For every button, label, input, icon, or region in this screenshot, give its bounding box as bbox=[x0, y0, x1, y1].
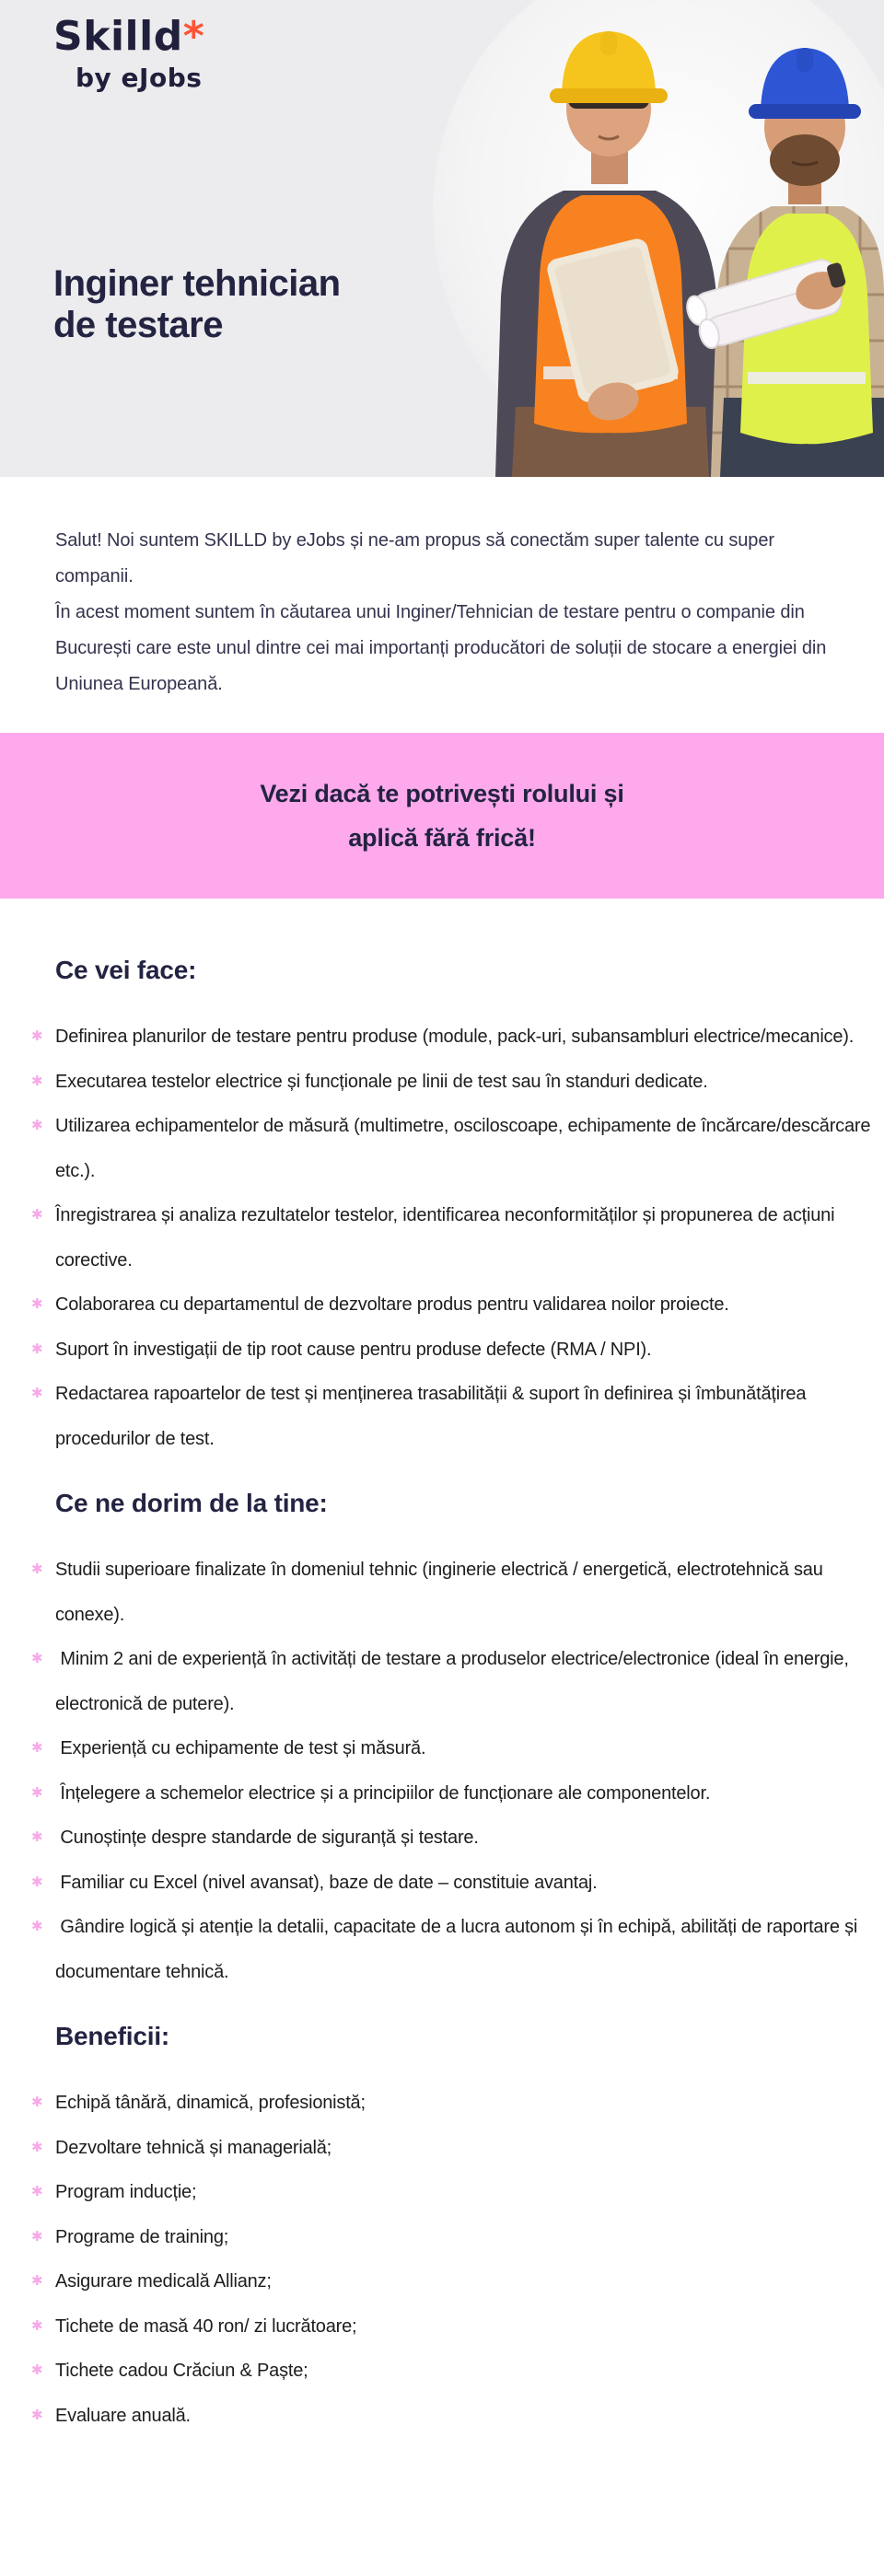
asterisk-bullet-icon: ✱ bbox=[31, 1651, 43, 1666]
header bbox=[0, 0, 884, 477]
list-item-text: Definirea planurilor de testare pentru produse (module, pack-uri, subansambluri electrice/mecanice). bbox=[55, 1027, 855, 1047]
list-item bbox=[31, 2394, 875, 2439]
list-item-text: Tichete de masă 40 ron/ zi lucrătoare; bbox=[55, 2315, 357, 2337]
list-item bbox=[31, 2081, 875, 2126]
list-item-text: Familiar cu Excel (nivel avansat), baze de date – constituie avantaj. bbox=[55, 1872, 598, 1893]
list-item-text: Minim 2 ani de experiență în activități de testare a produselor electrice/electronice (ideal în energie, electronică de putere). bbox=[55, 1649, 855, 1714]
asterisk-bullet-icon: ✱ bbox=[31, 2139, 43, 2155]
list-item bbox=[31, 1905, 875, 1994]
list-item-text: Program inducție; bbox=[55, 2182, 197, 2202]
list-item-text: Tichete cadou Crăciun & Paște; bbox=[55, 2361, 308, 2381]
cta-banner-line1: Vezi dacă te potrivești rolului și bbox=[260, 780, 624, 807]
list-item bbox=[31, 1282, 875, 1328]
list-item-text: Înregistrarea și analiza rezultatelor testelor, identificarea neconformităților și propunerea de acțiuni corective. bbox=[55, 1205, 840, 1271]
list-item-text: Dezvoltare tehnică și managerială; bbox=[55, 2137, 332, 2158]
list-item bbox=[31, 1816, 875, 1861]
list-item-text: Utilizarea echipamentelor de măsură (multimetre, osciloscoape, echipamente de încărcare/descărcare etc.). bbox=[55, 1116, 876, 1181]
list-item-text: Asigurare medicală Allianz; bbox=[55, 2271, 272, 2292]
page-title bbox=[53, 263, 341, 346]
list-item-text: Echipă tânără, dinamică, profesionistă; bbox=[55, 2093, 366, 2113]
list-item bbox=[31, 1637, 875, 1726]
asterisk-bullet-icon: ✱ bbox=[31, 1829, 43, 1845]
list-item-text: Suport în investigații de tip root cause pentru produse defecte (RMA / NPI). bbox=[55, 1339, 652, 1360]
list-item-text: Colaborarea cu departamentul de dezvoltare produs pentru validarea noilor proiecte. bbox=[55, 1294, 729, 1315]
asterisk-bullet-icon: ✱ bbox=[31, 1740, 43, 1756]
asterisk-bullet-icon: ✱ bbox=[31, 2273, 43, 2289]
asterisk-bullet-icon: ✱ bbox=[31, 1118, 43, 1133]
section-heading-ce-vei-face: Ce vei face: bbox=[55, 956, 197, 984]
asterisk-bullet-icon: ✱ bbox=[31, 1874, 43, 1890]
asterisk-bullet-icon: ✱ bbox=[31, 1073, 43, 1089]
asterisk-bullet-icon: ✱ bbox=[31, 1784, 43, 1801]
bullet-list-ce-vei-face bbox=[31, 1015, 876, 1461]
list-item-text: Experiență cu echipamente de test și măsură. bbox=[55, 1738, 426, 1758]
asterisk-bullet-icon: ✱ bbox=[31, 1207, 43, 1223]
asterisk-bullet-icon: ✱ bbox=[31, 2228, 43, 2245]
list-item bbox=[31, 1060, 875, 1105]
list-item bbox=[31, 1104, 876, 1193]
intro-section bbox=[0, 477, 884, 702]
logo bbox=[53, 15, 204, 93]
logo-asterisk-icon: * bbox=[182, 13, 205, 60]
list-item bbox=[31, 2259, 875, 2304]
page-title-line2: de testare bbox=[53, 305, 223, 345]
list-item-text: Evaluare anuală. bbox=[55, 2405, 191, 2426]
asterisk-bullet-icon: ✱ bbox=[31, 1561, 43, 1577]
bullet-list-beneficii bbox=[31, 2081, 875, 2438]
list-item bbox=[31, 1861, 875, 1906]
list-item-text: Înțelegere a schemelor electrice și a principiilor de funcționare ale componentelor. bbox=[55, 1782, 711, 1804]
list-item bbox=[31, 1726, 875, 1771]
list-item bbox=[31, 1771, 875, 1816]
list-item-text: Executarea testelor electrice și funcționale pe linii de test sau în standuri dedicate. bbox=[55, 1071, 708, 1092]
list-item bbox=[31, 2215, 875, 2260]
list-item bbox=[31, 1548, 875, 1637]
intro-paragraph-1: Salut! Noi suntem SKILLD by eJobs și ne-am propus să conectăm super talente cu super companii. bbox=[55, 530, 774, 586]
asterisk-bullet-icon: ✱ bbox=[31, 2362, 43, 2378]
list-item bbox=[31, 2349, 875, 2394]
asterisk-bullet-icon: ✱ bbox=[31, 2184, 43, 2199]
list-item bbox=[31, 1015, 875, 1060]
section-heading-beneficii: Beneficii: bbox=[55, 2022, 170, 2050]
cta-banner bbox=[0, 733, 884, 899]
logo-text: Skilld bbox=[53, 13, 183, 60]
cta-banner-line2: aplică fără frică! bbox=[348, 824, 536, 852]
list-item-text: Cunoștințe despre standarde de siguranță și testare. bbox=[55, 1828, 479, 1848]
asterisk-bullet-icon: ✱ bbox=[31, 1340, 43, 1357]
list-item bbox=[31, 1328, 875, 1373]
main-content bbox=[0, 954, 884, 2438]
logo-byline: by eJobs bbox=[76, 63, 203, 94]
list-item-text: Studii superioare finalizate în domeniul tehnic (inginerie electrică / energetică, electrotehnică sau conexe). bbox=[55, 1560, 828, 1625]
beard bbox=[770, 134, 840, 186]
asterisk-bullet-icon: ✱ bbox=[31, 2407, 43, 2423]
section-heading-ce-ne-dorim: Ce ne dorim de la tine: bbox=[55, 1489, 328, 1517]
list-item bbox=[31, 2304, 875, 2350]
asterisk-bullet-icon: ✱ bbox=[31, 1386, 43, 1401]
bullet-list-ce-ne-dorim bbox=[31, 1548, 875, 1994]
list-item-text: Redactarea rapoartelor de test și menținerea trasabilității & suport în definirea și îmbunătățirea procedurilor de test. bbox=[55, 1384, 811, 1449]
list-item-text: Gândire logică și atenție la detalii, capacitate de a lucra autonom și în echipă, abilități de raportare și documentare tehnică. bbox=[55, 1917, 863, 1982]
list-item bbox=[31, 1193, 875, 1282]
page-title-line1: Inginer tehnician bbox=[53, 263, 341, 304]
asterisk-bullet-icon: ✱ bbox=[31, 2317, 43, 2334]
list-item bbox=[31, 2170, 875, 2215]
asterisk-bullet-icon: ✱ bbox=[31, 1028, 43, 1044]
list-item bbox=[31, 2126, 875, 2171]
logo-wordmark bbox=[53, 15, 204, 59]
intro-paragraph-2: În acest moment suntem în căutarea unui Inginer/Tehnician de testare pentru o companie din București care este unul dintre cei mai importanți producători de soluții de stocare a energiei din Uniunea Europeană. bbox=[55, 602, 827, 694]
asterisk-bullet-icon: ✱ bbox=[31, 2094, 43, 2110]
list-item-text: Programe de training; bbox=[55, 2226, 229, 2247]
workers-photo bbox=[424, 0, 884, 477]
asterisk-bullet-icon: ✱ bbox=[31, 1919, 43, 1934]
list-item bbox=[31, 1372, 875, 1461]
asterisk-bullet-icon: ✱ bbox=[31, 1296, 43, 1312]
